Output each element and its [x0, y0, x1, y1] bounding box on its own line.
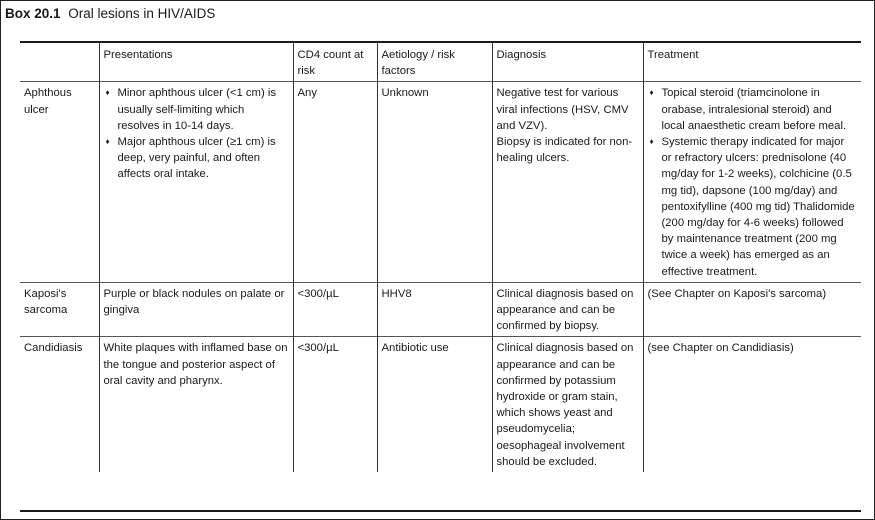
header-presentations: Presentations [99, 43, 293, 82]
diagnosis-cell: Clinical diagnosis based on appearance and can be confirmed by biopsy. [492, 282, 643, 337]
table-row [20, 82, 861, 282]
aetiology-cell: Unknown [377, 82, 492, 282]
header-treatment: Treatment [643, 43, 861, 82]
treatment-cell [643, 82, 861, 282]
diagnosis-line: Negative test for various viral infections (HSV, CMV and VZV). [496, 87, 629, 132]
header-cd4: CD4 count at risk [293, 43, 377, 82]
header-lesion [20, 43, 99, 82]
header-aetiology: Aetiology / risk factors [377, 43, 492, 82]
list-item: ♦ Major aphthous ulcer (≥1 cm) is deep, very painful, and often affects oral intake. [104, 134, 289, 183]
box-title: Oral lesions in HIV/AIDS [68, 6, 216, 21]
aetiology-cell: Antibiotic use [377, 337, 492, 472]
lesion-name: Candidiasis [24, 342, 83, 355]
presentations-cell: White plaques with inflamed base on the tongue and posterior aspect of oral cavity and pharynx. [99, 337, 293, 472]
cd4-cell: <300/µL [293, 337, 377, 472]
table-row [20, 337, 861, 472]
box-heading [5, 6, 215, 21]
header-diagnosis: Diagnosis [492, 43, 643, 82]
aetiology-cell: HHV8 [377, 282, 492, 337]
cd4-cell: <300/µL [293, 282, 377, 337]
cd4-cell: Any [293, 82, 377, 282]
presentations-cell: Purple or black nodules on palate or gingiva [99, 282, 293, 337]
box-number: Box 20.1 [5, 6, 61, 21]
treatment-cell: (see Chapter on Candidiasis) [643, 337, 861, 472]
lesion-name: Aphthous ulcer [24, 87, 72, 116]
oral-lesions-table [20, 43, 861, 472]
lesion-name: Kaposi's sarcoma [24, 287, 68, 317]
diagnosis-cell: Clinical diagnosis based on appearance and can be confirmed by potassium hydroxide or gram stain, which shows yeast and pseudomycelia; oesophageal involvement should be excluded. [492, 337, 643, 472]
header-row [20, 43, 861, 82]
bottom-rule [20, 510, 861, 512]
presentations-cell [99, 82, 293, 282]
treatment-cell: (See Chapter on Kaposi's sarcoma) [643, 282, 861, 337]
list-item: ♦ Systemic therapy indicated for major or refractory ulcers: prednisolone (40 mg/day for 1-2 weeks), colchicine (0.5 mg tid), dapsone (100 mg/day) and pentoxifylline (400 mg tid) Thalidomide (200 mg/day for 4-6 weeks) followed by maintenance treatment (200 mg twice a week) has emerged as an effective treatment. [648, 134, 858, 280]
list-item: ♦ Topical steroid (triamcinolone in orabase, intralesional steroid) and local anaesthetic cream before meal. [648, 85, 858, 134]
diagnosis-cell [492, 82, 643, 282]
table-row [20, 282, 861, 337]
diagnosis-line: Biopsy is indicated for non-healing ulcers. [496, 136, 633, 165]
list-item: ♦ Minor aphthous ulcer (<1 cm) is usually self-limiting which resolves in 10-14 days. [104, 85, 289, 134]
